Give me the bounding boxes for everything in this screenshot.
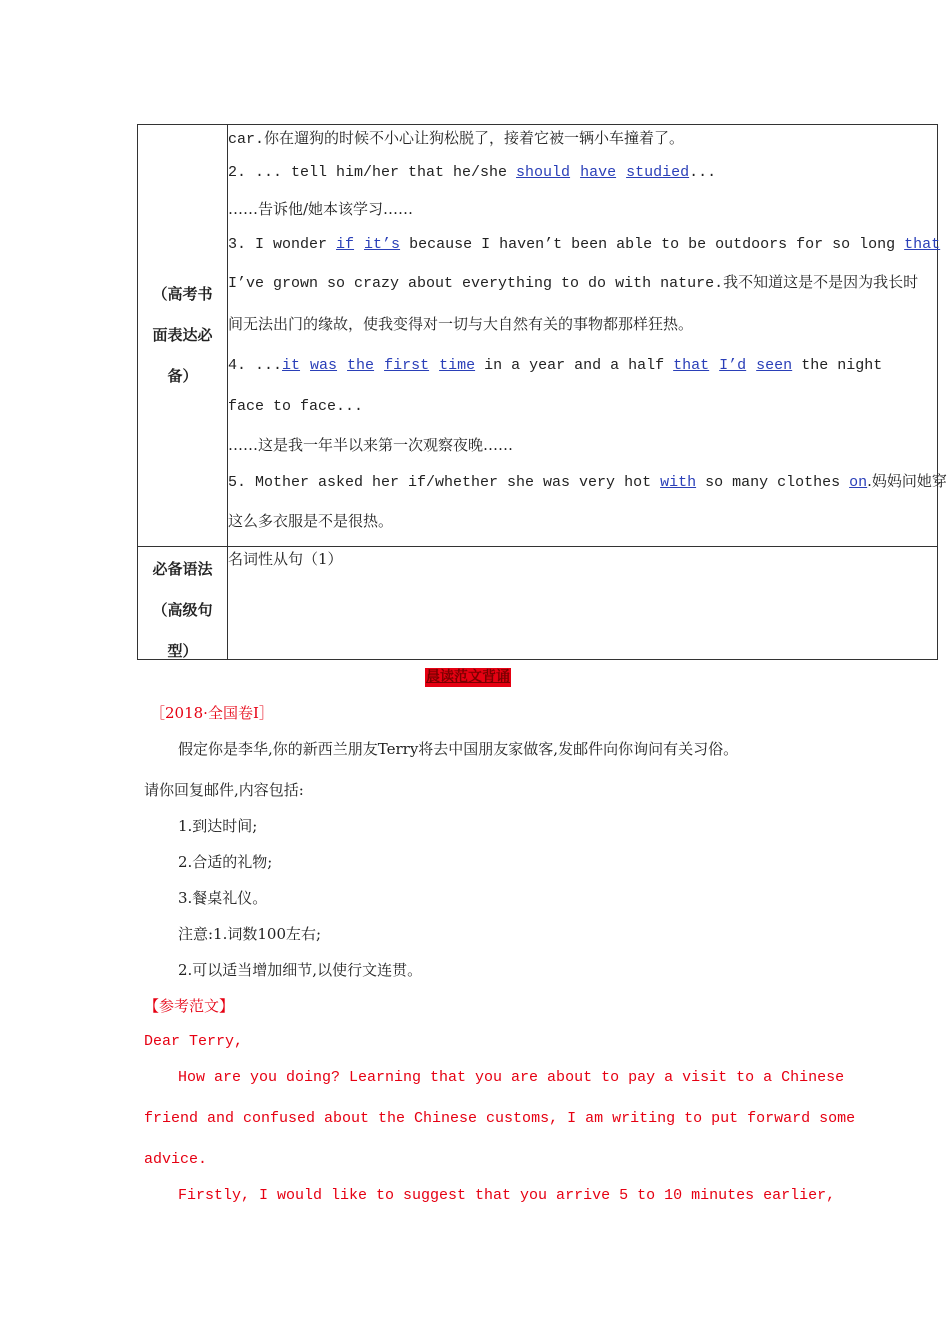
section-banner: 晨读范文背诵 [426, 669, 510, 685]
table-row-grammar [138, 547, 938, 660]
exam-note-2: 2.可以适当增加细节,以使行文连贯。 [178, 961, 423, 979]
exam-intro-2: 请你回复邮件,内容包括: [144, 781, 304, 799]
sentence-3-line3: 间无法出门的缘故，使我变得对一切与大自然有关的事物都那样狂热。 [228, 315, 694, 333]
sentence-1-tail: car.你在遛狗的时候不小心让狗松脱了，接着它被一辆小车撞着了。 [228, 131, 685, 148]
sample-paragraph-1-line-2: friend and confused about the Chinese customs, I am writing to put forward some [144, 1110, 856, 1127]
underlined-word: on [849, 474, 868, 491]
underlined-word: first [384, 357, 430, 374]
notes-table [137, 124, 947, 660]
underlined-word: studied [626, 164, 690, 181]
sentence-5: 5. Mother asked her if/whether she was very hot with so many clothes on.妈妈问她穿 [228, 472, 947, 491]
row-label-writing: （高考书 面表达必 备） [138, 125, 228, 547]
sentence-3-line2: I’ve grown so crazy about everything to do with nature.我不知道这是不是因为我长时 [228, 275, 919, 292]
exam-intro-1: 假定你是李华,你的新西兰朋友Terry将去中国朋友家做客,发邮件向你询问有关习俗。 [178, 740, 739, 758]
sample-paragraph-1-line-3: advice. [144, 1151, 208, 1168]
underlined-word: should [516, 164, 571, 181]
sample-heading: 【参考范文】 [144, 997, 235, 1015]
exam-item-1: 1.到达时间; [178, 817, 258, 835]
row-content-writing [228, 125, 947, 547]
underlined-word: the [347, 357, 375, 374]
underlined-word: it [282, 357, 301, 374]
exam-item-2: 2.合适的礼物; [178, 853, 273, 871]
underlined-word: time [439, 357, 476, 374]
sample-paragraph-1-line-1: How are you doing? Learning that you are about to pay a visit to a Chinese [178, 1069, 845, 1086]
sample-greeting: Dear Terry, [144, 1033, 244, 1050]
sentence-2-translation: ……告诉他/她本该学习…… [228, 200, 414, 218]
underlined-word: was [310, 357, 338, 374]
exam-source: ［2018·全国卷Ⅰ］ [150, 704, 274, 722]
sentence-4: 4. ...it was the first time in a year and a half that I’d seen the night [228, 357, 883, 374]
row-content-grammar: 名词性从句（1） [228, 547, 938, 660]
underlined-word: it’s [364, 236, 401, 253]
underlined-word: that [904, 236, 941, 253]
sentence-4-line2: face to face... [228, 398, 364, 415]
exam-note-1: 注意:1.词数100左右; [178, 925, 322, 943]
sentence-3: 3. I wonder if it’s because I haven’t been able to be outdoors for so long that [228, 236, 941, 253]
underlined-word: have [580, 164, 617, 181]
underlined-word: with [660, 474, 697, 491]
table-row-writing [138, 125, 938, 547]
sentence-5-line2: 这么多衣服是不是很热。 [228, 512, 394, 530]
sentence-4-translation: ……这是我一年半以来第一次观察夜晚…… [228, 436, 514, 454]
exam-item-3: 3.餐桌礼仪。 [178, 889, 268, 907]
underlined-word: I’d [719, 357, 747, 374]
row-label-grammar: 必备语法 （高级句 型） [138, 547, 228, 660]
underlined-word: that [673, 357, 710, 374]
underlined-word: if [336, 236, 355, 253]
underlined-word: seen [756, 357, 793, 374]
sample-paragraph-2-line-1: Firstly, I would like to suggest that you arrive 5 to 10 minutes earlier, [178, 1187, 836, 1204]
sentence-2: 2. ... tell him/her that he/she should have studied... [228, 164, 717, 181]
